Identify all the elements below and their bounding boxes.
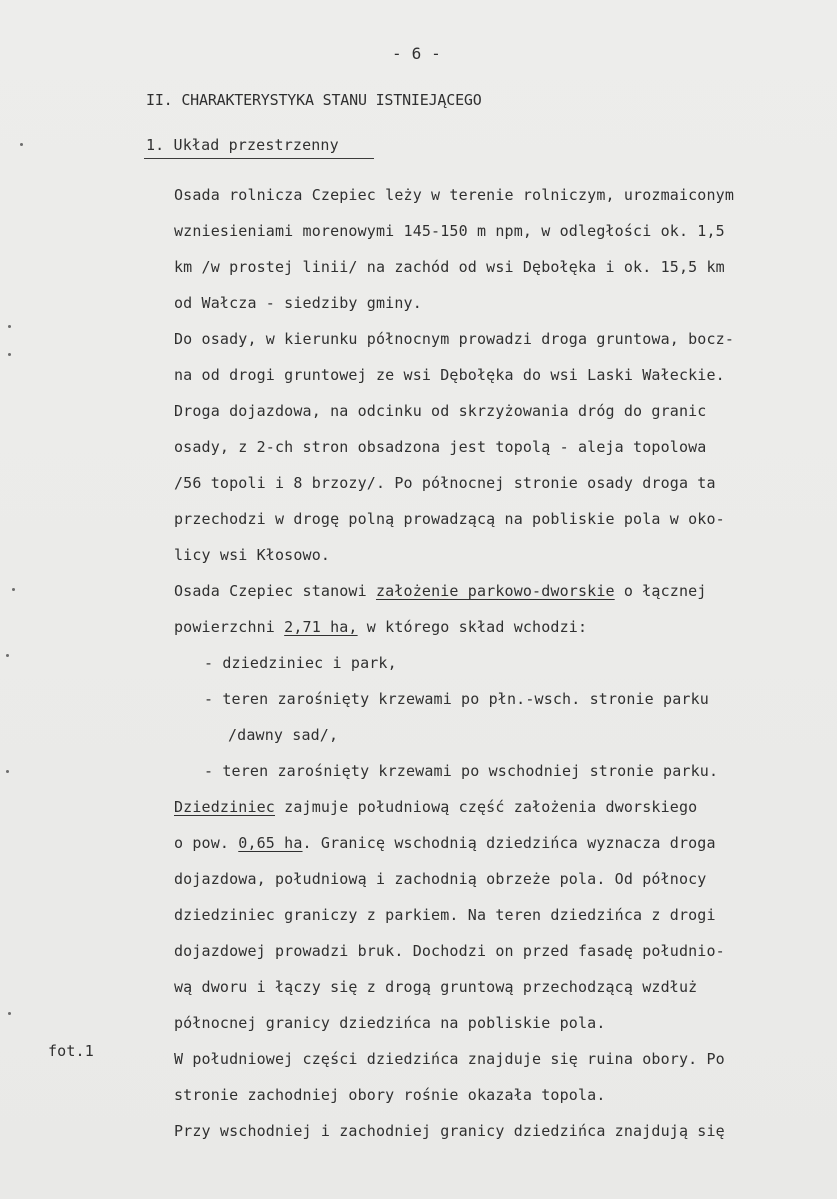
body-line: przechodzi w drogę polną prowadzącą na pobliskie pola w oko- <box>174 510 725 528</box>
margin-mark <box>20 143 23 146</box>
body-line: Przy wschodniej i zachodniej granicy dziedzińca znajdują się <box>174 1122 725 1140</box>
body-line: Dziedziniec zajmuje południową część założenia dworskiego <box>174 798 698 816</box>
body-line: na od drogi gruntowej ze wsi Dębołęka do wsi Laski Wałeckie. <box>174 366 725 384</box>
subsection-underline <box>144 158 374 159</box>
body-line: dojazdowej prowadzi bruk. Dochodzi on przed fasadę południo- <box>174 942 725 960</box>
margin-mark <box>8 353 11 356</box>
body-line: /56 topoli i 8 brzozy/. Po północnej stronie osady droga ta <box>174 474 716 492</box>
body-line: Osada Czepiec stanowi założenie parkowo-dworskie o łącznej <box>174 582 707 600</box>
body-line: stronie zachodniej obory rośnie okazała topola. <box>174 1086 606 1104</box>
body-line: północnej granicy dziedzińca na pobliskie pola. <box>174 1014 606 1032</box>
body-line: Do osady, w kierunku północnym prowadzi droga gruntowa, bocz- <box>174 330 735 348</box>
body-line: o pow. 0,65 ha. Granicę wschodnią dziedzińca wyznacza droga <box>174 834 716 852</box>
margin-mark <box>8 1012 11 1015</box>
margin-mark <box>6 770 9 773</box>
body-line: od Wałcza - siedziby gminy. <box>174 294 422 312</box>
body-line: W południowej części dziedzińca znajduje się ruina obory. Po <box>174 1050 725 1068</box>
body-line: powierzchni 2,71 ha, w którego skład wchodzi: <box>174 618 588 636</box>
margin-mark <box>6 654 9 657</box>
list-item: - teren zarośnięty krzewami po płn.-wsch. stronie parku <box>204 690 709 708</box>
underlined-area: 0,65 ha <box>238 834 303 852</box>
list-item: - dziedziniec i park, <box>204 654 397 672</box>
section-heading: II. CHARAKTERYSTYKA STANU ISTNIEJĄCEGO <box>146 91 482 109</box>
body-line: Droga dojazdowa, na odcinku od skrzyżowania dróg do granic <box>174 402 707 420</box>
body-line: dojazdowa, południową i zachodnią obrzeże pola. Od północy <box>174 870 707 888</box>
margin-note-photo: fot.1 <box>48 1042 94 1060</box>
list-item: - teren zarośnięty krzewami po wschodniej stronie parku. <box>204 762 719 780</box>
margin-mark <box>12 588 15 591</box>
body-line: dziedziniec graniczy z parkiem. Na teren dziedzińca z drogi <box>174 906 716 924</box>
page-number: - 6 - <box>392 44 441 63</box>
underlined-term: Dziedziniec <box>174 798 275 816</box>
body-line: wą dworu i łączy się z drogą gruntową przechodzącą wzdłuż <box>174 978 698 996</box>
margin-mark <box>8 325 11 328</box>
body-line: Osada rolnicza Czepiec leży w terenie rolniczym, urozmaiconym <box>174 186 735 204</box>
underlined-area: 2,71 ha, <box>284 618 358 636</box>
subsection-heading: 1. Układ przestrzenny <box>146 136 339 154</box>
underlined-term: założenie parkowo-dworskie <box>375 582 615 600</box>
body-line: licy wsi Kłosowo. <box>174 546 331 564</box>
list-item: /dawny sad/, <box>228 726 339 744</box>
body-line: km /w prostej linii/ na zachód od wsi Dębołęka i ok. 15,5 km <box>174 258 725 276</box>
body-line: osady, z 2-ch stron obsadzona jest topolą - aleja topolowa <box>174 438 707 456</box>
body-line: wzniesieniami morenowymi 145-150 m npm, w odległości ok. 1,5 <box>174 222 725 240</box>
